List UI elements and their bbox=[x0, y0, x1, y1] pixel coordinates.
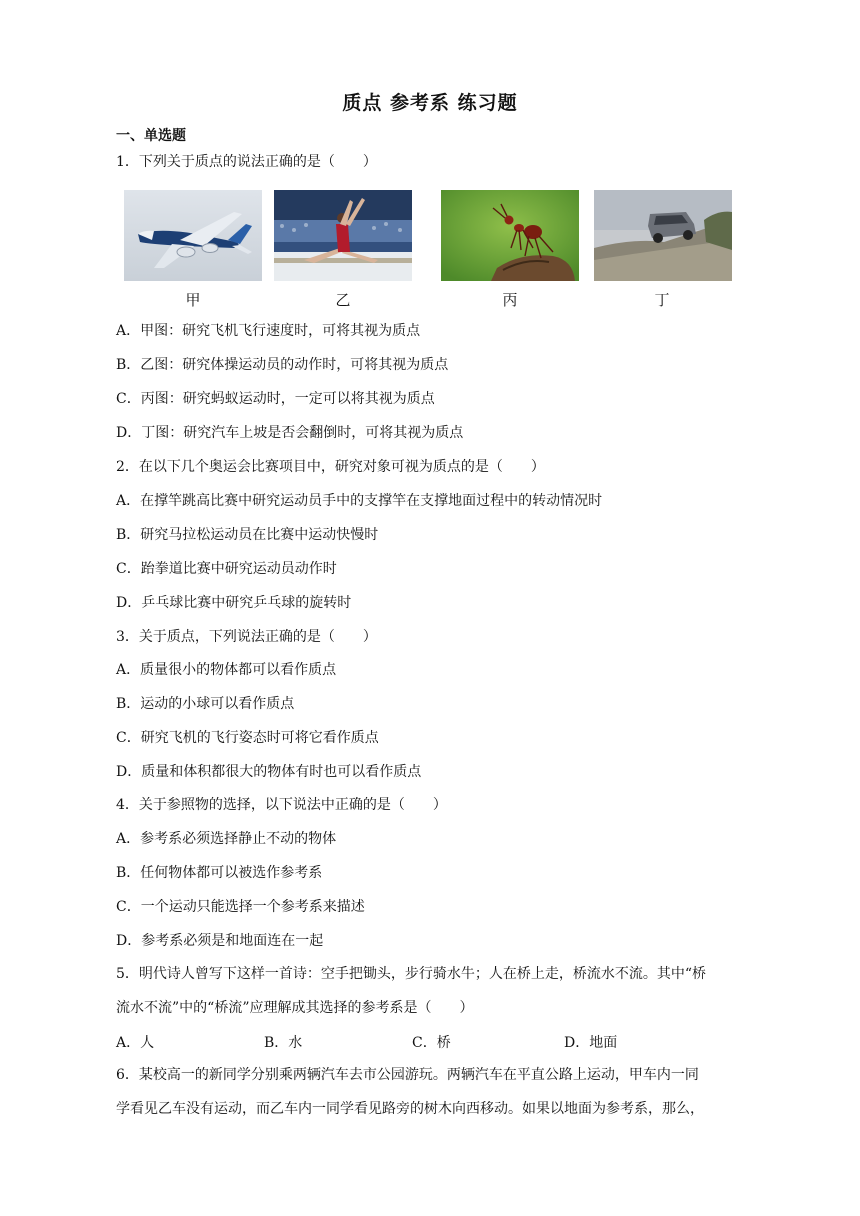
question-3-stem: 3．关于质点，下列说法正确的是（ ） bbox=[116, 629, 377, 645]
question-4-stem: 4．关于参照物的选择，以下说法中正确的是（ ） bbox=[116, 797, 447, 813]
question-5-option-d: D．地面 bbox=[564, 1035, 618, 1051]
caption-jia: 甲 bbox=[185, 291, 201, 309]
question-4-option-b: B．任何物体都可以被选作参考系 bbox=[116, 865, 323, 881]
gymnast-image bbox=[274, 190, 412, 281]
section-heading: 一、单选题 bbox=[116, 128, 186, 144]
question-2-option-a: A．在撑竿跳高比赛中研究运动员手中的支撑竿在支撑地面过程中的转动情况时 bbox=[116, 493, 603, 509]
question-2-stem: 2．在以下几个奥运会比赛项目中，研究对象可视为质点的是（ ） bbox=[116, 459, 545, 475]
question-1-option-c: C．丙图：研究蚂蚁运动时，一定可以将其视为质点 bbox=[116, 391, 435, 407]
question-1-stem: 1．下列关于质点的说法正确的是（ ） bbox=[116, 154, 377, 170]
ant-image bbox=[441, 190, 579, 281]
question-5-stem-line-1: 5．明代诗人曾写下这样一首诗：空手把锄头，步行骑水牛；人在桥上走，桥流水不流。其中“桥 bbox=[116, 966, 707, 982]
question-2-option-b: B．研究马拉松运动员在比赛中运动快慢时 bbox=[116, 527, 379, 543]
question-4-option-a: A．参考系必须选择静止不动的物体 bbox=[116, 831, 337, 847]
question-1-option-b: B．乙图：研究体操运动员的动作时，可将其视为质点 bbox=[116, 357, 449, 373]
question-5-option-c: C．桥 bbox=[412, 1035, 451, 1051]
question-3-option-a: A．质量很小的物体都可以看作质点 bbox=[116, 662, 337, 678]
question-2-option-d: D．乒乓球比赛中研究乒乓球的旋转时 bbox=[116, 595, 352, 611]
question-1-option-a: A．甲图：研究飞机飞行速度时，可将其视为质点 bbox=[116, 323, 421, 339]
caption-yi: 乙 bbox=[335, 291, 351, 309]
question-2-option-c: C．跆拳道比赛中研究运动员动作时 bbox=[116, 561, 337, 577]
question-6-stem-line-2: 学看见乙车没有运动，而乙车内一同学看见路旁的树木向西移动。如果以地面为参考系，那么， bbox=[116, 1101, 704, 1117]
question-3-option-d: D．质量和体积都很大的物体有时也可以看作质点 bbox=[116, 764, 422, 780]
question-1-option-d: D．丁图：研究汽车上坡是否会翻倒时，可将其视为质点 bbox=[116, 425, 464, 441]
page-title: 质点 参考系 练习题 bbox=[342, 92, 518, 114]
question-5-stem-line-2: 流水不流”中的“桥流”应理解成其选择的参考系是（ ） bbox=[116, 1000, 474, 1016]
question-3-option-b: B．运动的小球可以看作质点 bbox=[116, 696, 295, 712]
question-3-option-c: C．研究飞机的飞行姿态时可将它看作质点 bbox=[116, 730, 379, 746]
question-5-option-a: A．人 bbox=[116, 1035, 155, 1051]
caption-bing: 丙 bbox=[502, 291, 518, 309]
question-6-stem-line-1: 6．某校高一的新同学分别乘两辆汽车去市公园游玩。两辆汽车在平直公路上运动，甲车内一同 bbox=[116, 1067, 699, 1083]
question-5-option-b: B．水 bbox=[264, 1035, 303, 1051]
question-4-option-d: D．参考系必须是和地面连在一起 bbox=[116, 933, 324, 949]
airplane-image bbox=[124, 190, 262, 281]
caption-ding: 丁 bbox=[654, 291, 670, 309]
question-4-option-c: C．一个运动只能选择一个参考系来描述 bbox=[116, 899, 365, 915]
car-image bbox=[594, 190, 732, 281]
